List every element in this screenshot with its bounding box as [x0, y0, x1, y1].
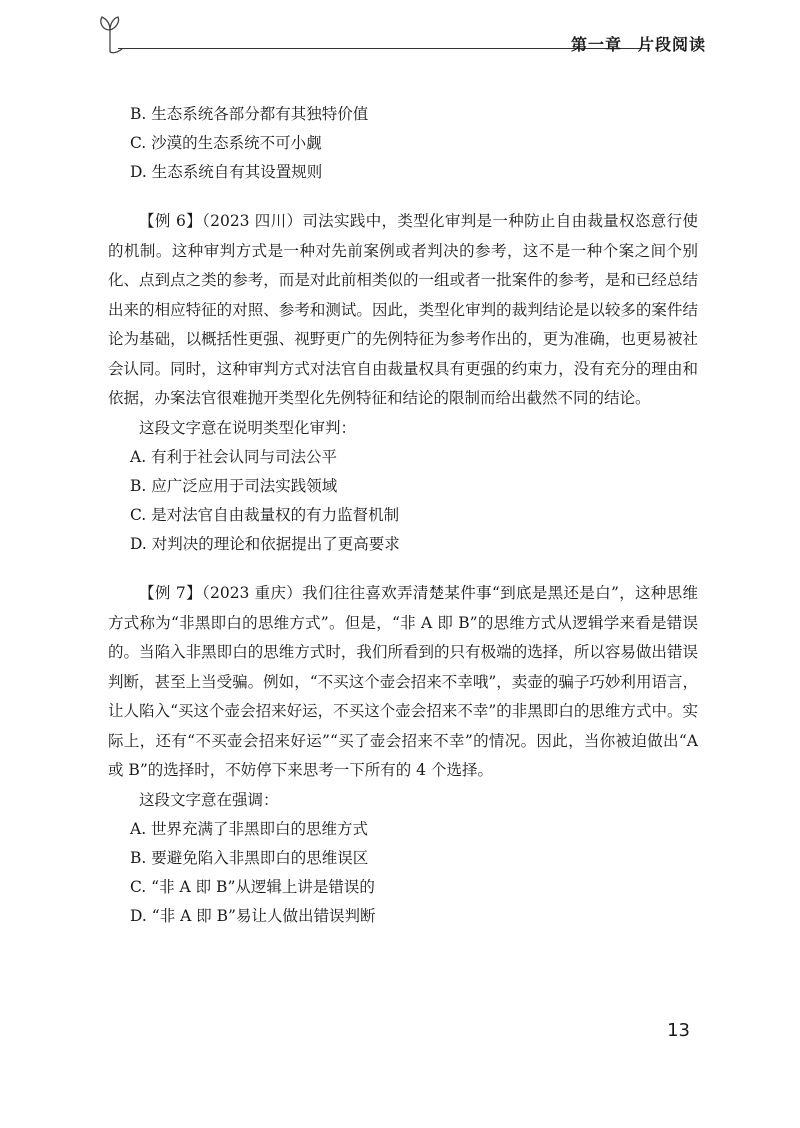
- prev-option-b: B. 生态系统各部分都有其独特价值: [130, 105, 369, 123]
- section-title: 片段阅读: [637, 35, 706, 54]
- example-6-option-d: D. 对判决的理论和依据提出了更高要求: [130, 535, 400, 553]
- chapter-title: [571, 32, 706, 55]
- prev-option-d: D. 生态系统自有其设置规则: [130, 163, 323, 181]
- chapter-number: 第一章: [570, 35, 622, 54]
- example-7-option-b: B. 要避免陷入非黑即白的思维误区: [130, 849, 369, 867]
- page-body: [108, 100, 698, 931]
- example-6-text: 司法实践中，类型化审判是一种防止自由裁量权恣意行使的机制。这种审判方式是一种对先前案例或者判决的参考，这不是一种个案之间个别化、点到点之类的参考，而是对此前相类似的一组或者一批案件的参考，是和已经总结出来的相应特征的对照、参考和测试。因此，类型化审判的裁判结论是以较多的案件结论为基础，以概括性更强、视野更广的先例特征为参考作出的，更为准确，也更易被社会认同。同时，这种审判方式对法官自由裁量权具有更强的约束力，没有充分的理由和依据，办案法官很难抛开类型化先例特征和结论的限制而给出截然不同的结论。: [108, 212, 698, 407]
- example-6-option-a: A. 有利于社会认同与司法公平: [130, 448, 338, 466]
- page-number: 13: [667, 1020, 690, 1041]
- example-6-paragraph: [108, 207, 698, 414]
- example-7-option-c: C. “非 A 即 B”从逻辑上讲是错误的: [130, 878, 375, 896]
- example-7-question: 这段文字意在强调：: [139, 790, 279, 809]
- example-7-option-d: D. “非 A 即 B”易让人做出错误判断: [130, 907, 376, 925]
- example-7-option-a: A. 世界充满了非黑即白的思维方式: [130, 820, 369, 838]
- example-7-source: （2023 重庆）: [201, 584, 303, 602]
- example-6-option-c: C. 是对法官自由裁量权的有力监督机制: [130, 506, 400, 524]
- example-7-paragraph: [108, 579, 698, 786]
- example-6-source: （2023 四川）: [202, 212, 303, 230]
- running-header: [96, 12, 706, 52]
- example-7-text: 我们往往喜欢弄清楚某件事“到底是黑还是白”，这种思维方式称为“非黑即白的思维方式”。但是，“非 A 即 B”的思维方式从逻辑学来看是错误的。当陷入非黑即白的思维方式时，我们所看到的只有极端的选择，所以容易做出错误判断，甚至上当受骗。例如，“不买这个壶会招来不幸哦”，卖壶的骗子巧妙利用语言，让人陷入“买这个壶会招来好运，不买这个壶会招来不幸”的非黑即白的思维方式中。实际上，还有“不买壶会招来好运”“买了壶会招来不幸”的情况。因此，当你被迫做出“A 或 B”的选择时，不妨停下来思考一下所有的 4 个选择。: [108, 584, 699, 779]
- example-7-label: 【例 7】: [139, 584, 202, 602]
- example-6-option-b: B. 应广泛应用于司法实践领域: [130, 477, 338, 495]
- example-6-question: 这段文字意在说明类型化审判：: [139, 418, 357, 437]
- example-6-label: 【例 6】: [139, 212, 202, 230]
- prev-option-c: C. 沙漠的生态系统不可小觑: [130, 134, 322, 152]
